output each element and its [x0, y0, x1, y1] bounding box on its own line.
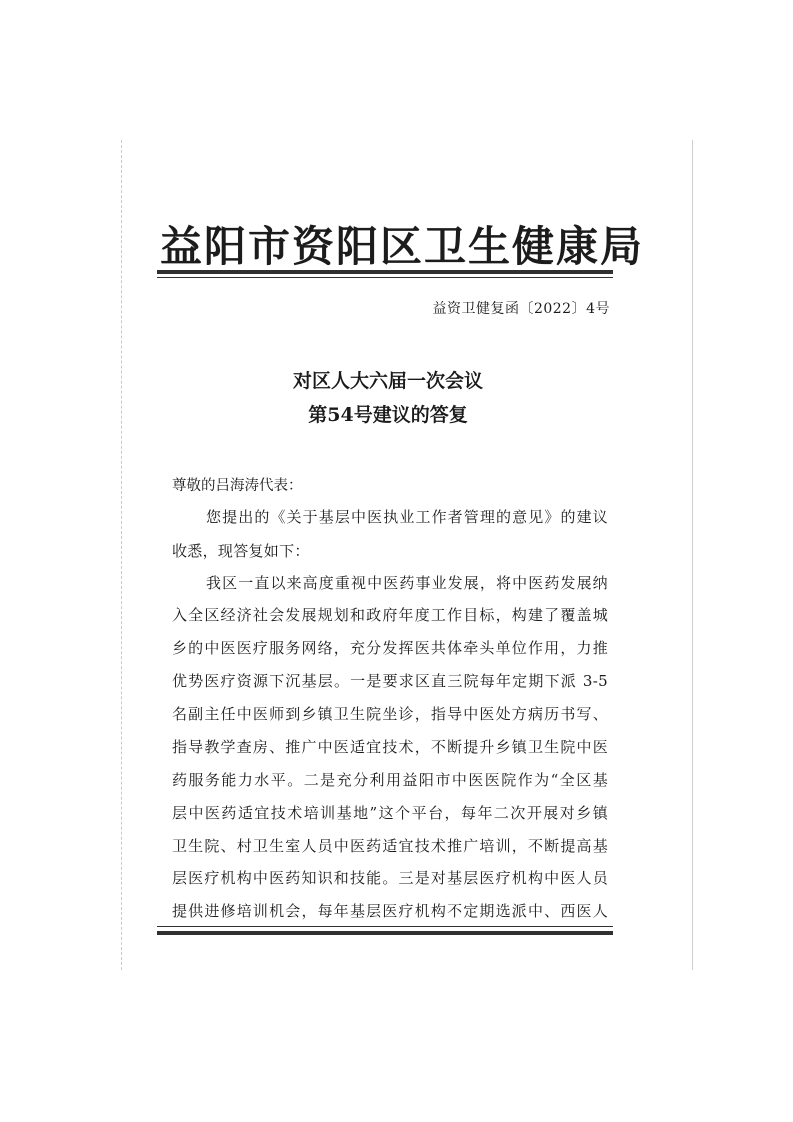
body-line: 我区一直以来高度重视中医药事业发展，将中医药发展纳: [206, 574, 608, 592]
body-line: 您提出的《关于基层中医执业工作者管理的意见》的建议: [206, 508, 608, 526]
document-title-line-2: 第54号建议的答复: [308, 404, 468, 426]
salutation: 尊敬的吕海涛代表：: [172, 478, 303, 494]
body-line: 指导教学查房、推广中医适宜技术，不断提升乡镇卫生院中医: [172, 738, 608, 756]
footer-thin-rule: [157, 926, 613, 927]
document-number: 益资卫健复函〔2022〕4号: [432, 301, 610, 317]
body-line: 层中医药适宜技术培训基地”这个平台，每年二次开展对乡镇: [172, 804, 608, 822]
body-line: 卫生院、村卫生室人员中医药适宜技术推广培训，不断提高基: [172, 837, 608, 855]
scan-right-edge: [692, 140, 693, 970]
agency-header-title: 益阳市资阳区卫生健康局: [160, 222, 645, 271]
header-thin-rule: [157, 277, 613, 278]
body-line: 提供进修培训机会，每年基层医疗机构不定期选派中、西医人: [172, 902, 608, 920]
document-title-line-1: 对区人大六届一次会议: [292, 370, 483, 392]
footer-thick-rule: [157, 931, 613, 935]
body-line: 收悉，现答复如下：: [172, 542, 310, 560]
body-line: 优势医疗资源下沉基层。一是要求区直三院每年定期下派 3-5: [172, 672, 608, 690]
header-thick-rule: [157, 270, 613, 274]
body-line: 入全区经济社会发展规划和政府年度工作目标，构建了覆盖城: [172, 606, 608, 624]
body-line: 药服务能力水平。二是充分利用益阳市中医医院作为“全区基: [172, 771, 608, 789]
scan-left-edge: [121, 140, 122, 970]
body-line: 名副主任中医师到乡镇卫生院坐诊，指导中医处方病历书写、: [172, 705, 608, 723]
body-line: 乡的中医医疗服务网络，充分发挥医共体牵头单位作用，力推: [172, 639, 608, 657]
body-line: 层医疗机构中医药知识和技能。三是对基层医疗机构中医人员: [172, 869, 608, 887]
